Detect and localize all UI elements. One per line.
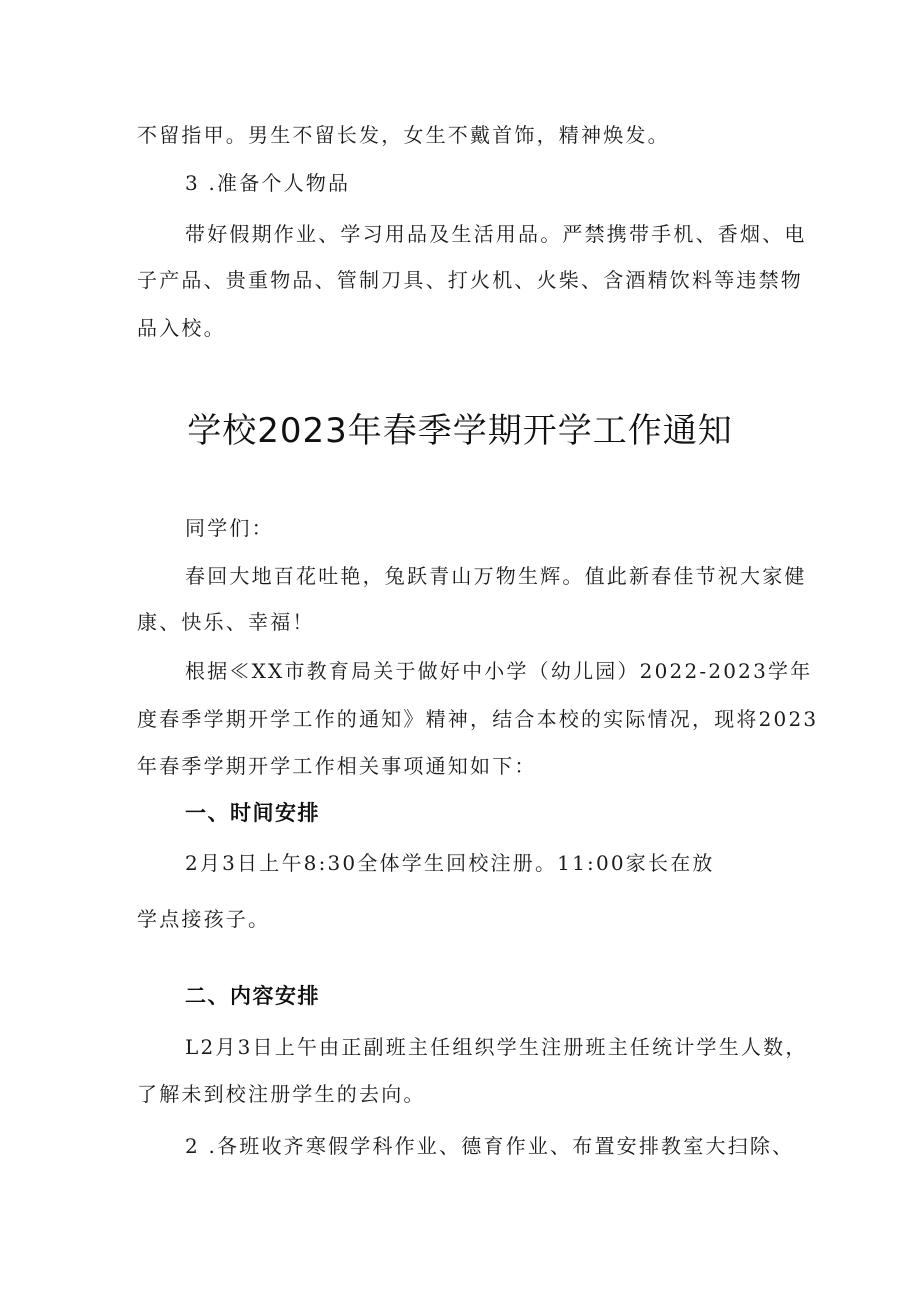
body-text-line: 不留指甲。男生不留长发，女生不戴首饰，精神焕发。 (137, 123, 670, 147)
section-heading-content: 二、内容安排 (185, 984, 320, 1008)
body-text-line: 带好假期作业、学习用品及生活用品。严禁携带手机、香烟、电 (185, 222, 807, 246)
body-text-line: 根据≪XX市教育局关于做好中小学（幼儿园）2022-2023学年 (185, 659, 813, 683)
body-text-line: 了解未到校注册学生的去向。 (137, 1082, 426, 1106)
section-heading-time: 一、时间安排 (185, 801, 320, 825)
body-text-line: 学点接孩子。 (137, 907, 271, 931)
body-text-line: L2月3日上午由正副班主任组织学生注册班主任统计学生人数， (185, 1035, 808, 1059)
body-text-line: 度春季学期开学工作的通知》精神，结合本校的实际情况，现将2023 (137, 707, 819, 731)
body-text-line: 康、快乐、幸福！ (137, 610, 315, 634)
body-text-line: 年春季学期开学工作相关事项通知如下： (137, 754, 537, 778)
body-text-line: 春回大地百花吐艳，兔跃青山万物生辉。值此新春佳节祝大家健 (185, 564, 807, 588)
item-3-label: 3 .准备个人物品 (185, 171, 351, 195)
body-text-line: 品入校。 (137, 316, 226, 340)
body-text-line: 2 .各班收齐寒假学科作业、德育作业、布置安排教室大扫除、 (185, 1134, 795, 1158)
body-text-line: 2月3日上午8:30全体学生回校注册。11:00家长在放 (185, 851, 715, 875)
body-text-line: 子产品、贵重物品、管制刀具、打火机、火柴、含酒精饮料等违禁物 (137, 268, 803, 292)
notice-title: 学校2023年春季学期开学工作通知 (187, 411, 733, 451)
greeting: 同学们： (185, 516, 274, 540)
